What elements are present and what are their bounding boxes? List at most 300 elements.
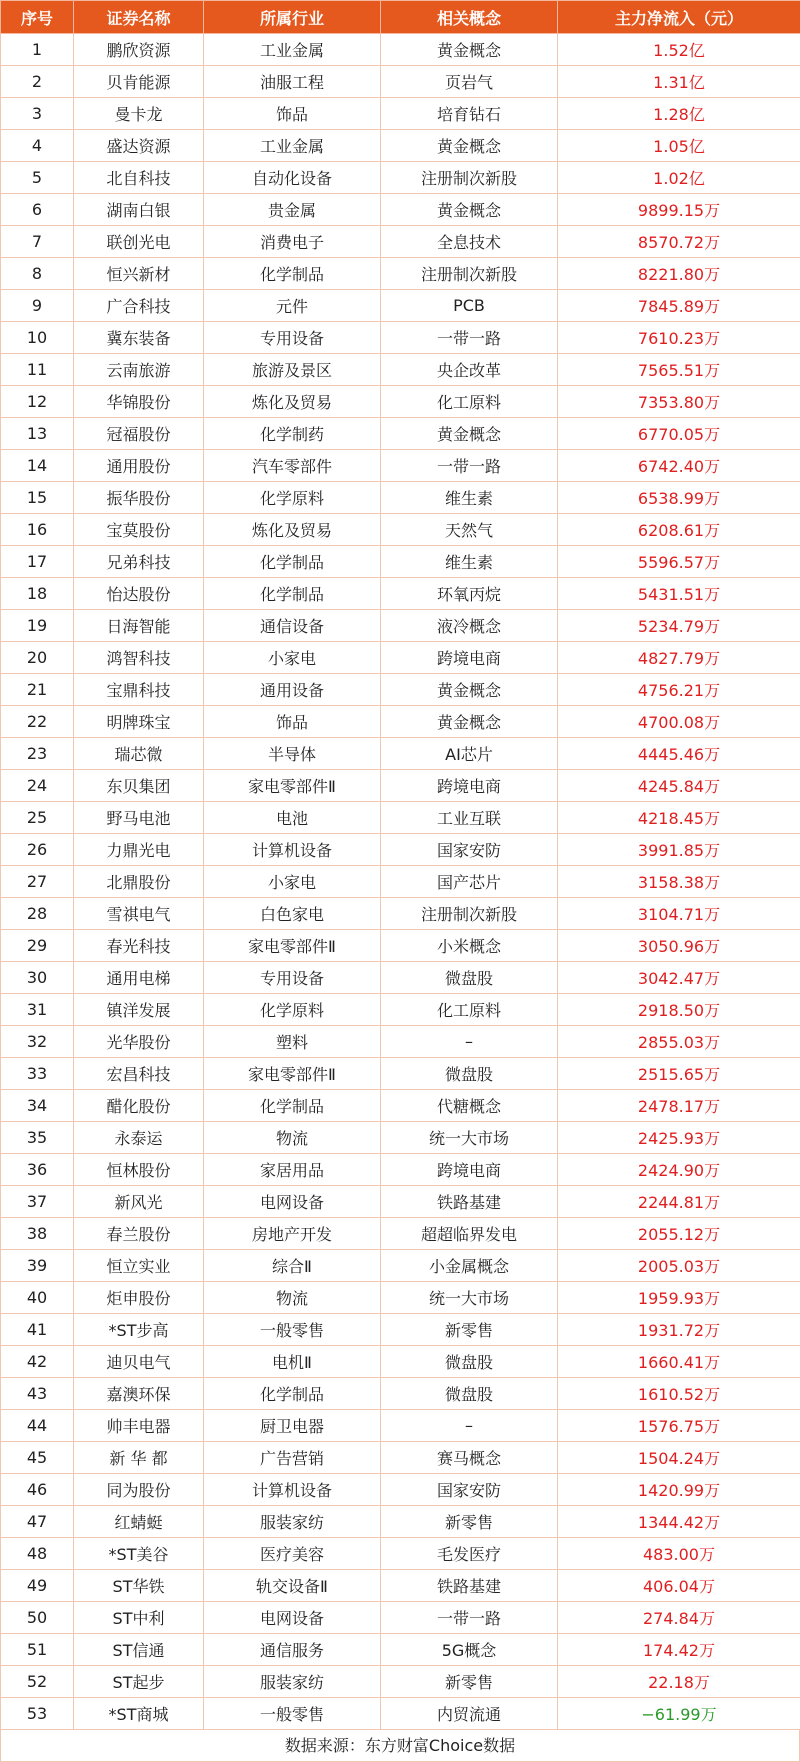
table-row bbox=[1, 1218, 800, 1250]
cell-concept: 小金属概念 bbox=[381, 1250, 558, 1282]
table-row bbox=[1, 258, 800, 290]
cell-industry: 油服工程 bbox=[204, 66, 381, 98]
cell-net-inflow: 3158.38万 bbox=[558, 866, 800, 898]
cell-rank: 44 bbox=[1, 1410, 74, 1442]
cell-industry: 化学制药 bbox=[204, 418, 381, 450]
cell-security-name: 日海智能 bbox=[74, 610, 204, 642]
table-row bbox=[1, 1602, 800, 1634]
table-row bbox=[1, 1378, 800, 1410]
table-row bbox=[1, 1026, 800, 1058]
cell-concept: 微盘股 bbox=[381, 1378, 558, 1410]
header-security-name: 证券名称 bbox=[74, 1, 204, 34]
cell-net-inflow: 1959.93万 bbox=[558, 1282, 800, 1314]
cell-security-name: 明牌珠宝 bbox=[74, 706, 204, 738]
cell-industry: 通信服务 bbox=[204, 1634, 381, 1666]
cell-rank: 27 bbox=[1, 866, 74, 898]
table-header bbox=[1, 1, 800, 34]
cell-concept: 新零售 bbox=[381, 1506, 558, 1538]
cell-security-name: 新风光 bbox=[74, 1186, 204, 1218]
cell-net-inflow: 2515.65万 bbox=[558, 1058, 800, 1090]
cell-industry: 家居用品 bbox=[204, 1154, 381, 1186]
cell-security-name: 光华股份 bbox=[74, 1026, 204, 1058]
cell-industry: 消费电子 bbox=[204, 226, 381, 258]
cell-concept: 微盘股 bbox=[381, 962, 558, 994]
cell-concept: 液冷概念 bbox=[381, 610, 558, 642]
cell-security-name: 通用股份 bbox=[74, 450, 204, 482]
cell-concept: 注册制次新股 bbox=[381, 258, 558, 290]
cell-concept: 黄金概念 bbox=[381, 130, 558, 162]
cell-security-name: 宝鼎科技 bbox=[74, 674, 204, 706]
cell-industry: 小家电 bbox=[204, 642, 381, 674]
table-row bbox=[1, 930, 800, 962]
cell-security-name: *ST美谷 bbox=[74, 1538, 204, 1570]
cell-industry: 贵金属 bbox=[204, 194, 381, 226]
cell-concept: 页岩气 bbox=[381, 66, 558, 98]
table-body bbox=[1, 34, 800, 1730]
header-concept: 相关概念 bbox=[381, 1, 558, 34]
cell-concept: 毛发医疗 bbox=[381, 1538, 558, 1570]
cell-concept: 新零售 bbox=[381, 1314, 558, 1346]
cell-security-name: 兄弟科技 bbox=[74, 546, 204, 578]
cell-net-inflow: 1610.52万 bbox=[558, 1378, 800, 1410]
cell-industry: 塑料 bbox=[204, 1026, 381, 1058]
cell-rank: 30 bbox=[1, 962, 74, 994]
cell-security-name: ST信通 bbox=[74, 1634, 204, 1666]
cell-rank: 39 bbox=[1, 1250, 74, 1282]
cell-industry: 工业金属 bbox=[204, 34, 381, 66]
cell-concept: 一带一路 bbox=[381, 1602, 558, 1634]
table-row bbox=[1, 994, 800, 1026]
table-row bbox=[1, 866, 800, 898]
cell-rank: 51 bbox=[1, 1634, 74, 1666]
cell-concept: 化工原料 bbox=[381, 994, 558, 1026]
cell-security-name: 帅丰电器 bbox=[74, 1410, 204, 1442]
cell-security-name: 怡达股份 bbox=[74, 578, 204, 610]
cell-net-inflow: 406.04万 bbox=[558, 1570, 800, 1602]
cell-rank: 19 bbox=[1, 610, 74, 642]
cell-security-name: 鸿智科技 bbox=[74, 642, 204, 674]
cell-industry: 化学原料 bbox=[204, 994, 381, 1026]
cell-security-name: 广合科技 bbox=[74, 290, 204, 322]
table-row bbox=[1, 226, 800, 258]
cell-rank: 14 bbox=[1, 450, 74, 482]
cell-industry: 通用设备 bbox=[204, 674, 381, 706]
cell-security-name: 宝莫股份 bbox=[74, 514, 204, 546]
cell-security-name: 炬申股份 bbox=[74, 1282, 204, 1314]
cell-concept: 统一大市场 bbox=[381, 1282, 558, 1314]
cell-net-inflow: 1.05亿 bbox=[558, 130, 800, 162]
cell-net-inflow: 22.18万 bbox=[558, 1666, 800, 1698]
cell-industry: 服装家纺 bbox=[204, 1506, 381, 1538]
cell-rank: 23 bbox=[1, 738, 74, 770]
table-row bbox=[1, 66, 800, 98]
table-row bbox=[1, 1186, 800, 1218]
cell-net-inflow: 2244.81万 bbox=[558, 1186, 800, 1218]
cell-industry: 化学制品 bbox=[204, 1090, 381, 1122]
table-row bbox=[1, 1538, 800, 1570]
cell-concept: 培育钻石 bbox=[381, 98, 558, 130]
cell-net-inflow: 483.00万 bbox=[558, 1538, 800, 1570]
cell-rank: 47 bbox=[1, 1506, 74, 1538]
cell-rank: 37 bbox=[1, 1186, 74, 1218]
cell-industry: 电池 bbox=[204, 802, 381, 834]
cell-net-inflow: 7845.89万 bbox=[558, 290, 800, 322]
cell-security-name: 北自科技 bbox=[74, 162, 204, 194]
cell-industry: 化学制品 bbox=[204, 258, 381, 290]
cell-net-inflow: 3050.96万 bbox=[558, 930, 800, 962]
table-row bbox=[1, 162, 800, 194]
table-row bbox=[1, 482, 800, 514]
cell-concept: – bbox=[381, 1410, 558, 1442]
cell-security-name: *ST步高 bbox=[74, 1314, 204, 1346]
cell-rank: 8 bbox=[1, 258, 74, 290]
cell-security-name: 恒立实业 bbox=[74, 1250, 204, 1282]
cell-industry: 物流 bbox=[204, 1122, 381, 1154]
cell-rank: 40 bbox=[1, 1282, 74, 1314]
cell-net-inflow: −61.99万 bbox=[558, 1698, 800, 1730]
cell-rank: 12 bbox=[1, 386, 74, 418]
cell-concept: 注册制次新股 bbox=[381, 898, 558, 930]
cell-security-name: 盛达资源 bbox=[74, 130, 204, 162]
cell-security-name: 曼卡龙 bbox=[74, 98, 204, 130]
cell-industry: 化学制品 bbox=[204, 546, 381, 578]
cell-rank: 22 bbox=[1, 706, 74, 738]
table-row bbox=[1, 1506, 800, 1538]
table-row bbox=[1, 322, 800, 354]
cell-rank: 31 bbox=[1, 994, 74, 1026]
table-row bbox=[1, 450, 800, 482]
table-row bbox=[1, 770, 800, 802]
cell-rank: 52 bbox=[1, 1666, 74, 1698]
cell-security-name: 冀东装备 bbox=[74, 322, 204, 354]
cell-industry: 一般零售 bbox=[204, 1314, 381, 1346]
cell-net-inflow: 4245.84万 bbox=[558, 770, 800, 802]
cell-rank: 36 bbox=[1, 1154, 74, 1186]
cell-net-inflow: 1.28亿 bbox=[558, 98, 800, 130]
cell-security-name: 通用电梯 bbox=[74, 962, 204, 994]
cell-security-name: 云南旅游 bbox=[74, 354, 204, 386]
cell-net-inflow: 8570.72万 bbox=[558, 226, 800, 258]
cell-rank: 1 bbox=[1, 34, 74, 66]
cell-rank: 46 bbox=[1, 1474, 74, 1506]
table-row bbox=[1, 546, 800, 578]
cell-industry: 家电零部件Ⅱ bbox=[204, 1058, 381, 1090]
cell-security-name: 春光科技 bbox=[74, 930, 204, 962]
cell-industry: 小家电 bbox=[204, 866, 381, 898]
table-row bbox=[1, 1090, 800, 1122]
cell-concept: 化工原料 bbox=[381, 386, 558, 418]
cell-security-name: 恒林股份 bbox=[74, 1154, 204, 1186]
cell-net-inflow: 1504.24万 bbox=[558, 1442, 800, 1474]
cell-rank: 9 bbox=[1, 290, 74, 322]
table-row bbox=[1, 610, 800, 642]
cell-security-name: 东贝集团 bbox=[74, 770, 204, 802]
cell-net-inflow: 2918.50万 bbox=[558, 994, 800, 1026]
table-row bbox=[1, 1058, 800, 1090]
table-row bbox=[1, 898, 800, 930]
cell-rank: 20 bbox=[1, 642, 74, 674]
cell-net-inflow: 1344.42万 bbox=[558, 1506, 800, 1538]
cell-concept: 黄金概念 bbox=[381, 706, 558, 738]
table-row bbox=[1, 706, 800, 738]
cell-net-inflow: 4218.45万 bbox=[558, 802, 800, 834]
cell-industry: 计算机设备 bbox=[204, 834, 381, 866]
cell-concept: AI芯片 bbox=[381, 738, 558, 770]
table-row bbox=[1, 1666, 800, 1698]
cell-rank: 25 bbox=[1, 802, 74, 834]
cell-concept: 天然气 bbox=[381, 514, 558, 546]
cell-rank: 21 bbox=[1, 674, 74, 706]
cell-rank: 35 bbox=[1, 1122, 74, 1154]
cell-security-name: 醋化股份 bbox=[74, 1090, 204, 1122]
table-row bbox=[1, 418, 800, 450]
table-row bbox=[1, 802, 800, 834]
cell-rank: 2 bbox=[1, 66, 74, 98]
cell-rank: 11 bbox=[1, 354, 74, 386]
cell-rank: 18 bbox=[1, 578, 74, 610]
cell-security-name: 振华股份 bbox=[74, 482, 204, 514]
cell-industry: 广告营销 bbox=[204, 1442, 381, 1474]
cell-net-inflow: 2424.90万 bbox=[558, 1154, 800, 1186]
cell-security-name: 永泰运 bbox=[74, 1122, 204, 1154]
cell-net-inflow: 3991.85万 bbox=[558, 834, 800, 866]
table-row bbox=[1, 1442, 800, 1474]
cell-net-inflow: 1660.41万 bbox=[558, 1346, 800, 1378]
cell-rank: 38 bbox=[1, 1218, 74, 1250]
cell-industry: 电机Ⅱ bbox=[204, 1346, 381, 1378]
cell-industry: 炼化及贸易 bbox=[204, 514, 381, 546]
table-row bbox=[1, 578, 800, 610]
cell-rank: 7 bbox=[1, 226, 74, 258]
cell-security-name: 同为股份 bbox=[74, 1474, 204, 1506]
table-row bbox=[1, 386, 800, 418]
cell-concept: 小米概念 bbox=[381, 930, 558, 962]
cell-net-inflow: 174.42万 bbox=[558, 1634, 800, 1666]
table-row bbox=[1, 1474, 800, 1506]
cell-security-name: ST华铁 bbox=[74, 1570, 204, 1602]
cell-rank: 34 bbox=[1, 1090, 74, 1122]
cell-industry: 炼化及贸易 bbox=[204, 386, 381, 418]
cell-net-inflow: 6208.61万 bbox=[558, 514, 800, 546]
cell-rank: 50 bbox=[1, 1602, 74, 1634]
cell-rank: 6 bbox=[1, 194, 74, 226]
cell-security-name: 贝肯能源 bbox=[74, 66, 204, 98]
cell-industry: 旅游及景区 bbox=[204, 354, 381, 386]
table-row bbox=[1, 514, 800, 546]
cell-concept: 代糖概念 bbox=[381, 1090, 558, 1122]
cell-net-inflow: 1.52亿 bbox=[558, 34, 800, 66]
cell-net-inflow: 3042.47万 bbox=[558, 962, 800, 994]
cell-industry: 专用设备 bbox=[204, 322, 381, 354]
cell-industry: 物流 bbox=[204, 1282, 381, 1314]
cell-concept: 5G概念 bbox=[381, 1634, 558, 1666]
cell-rank: 10 bbox=[1, 322, 74, 354]
cell-rank: 41 bbox=[1, 1314, 74, 1346]
cell-net-inflow: 4827.79万 bbox=[558, 642, 800, 674]
data-source-note: 数据来源：东方财富Choice数据 bbox=[0, 1730, 800, 1762]
table-row bbox=[1, 1346, 800, 1378]
cell-industry: 电网设备 bbox=[204, 1602, 381, 1634]
cell-concept: 黄金概念 bbox=[381, 674, 558, 706]
cell-industry: 饰品 bbox=[204, 706, 381, 738]
cell-industry: 一般零售 bbox=[204, 1698, 381, 1730]
cell-concept: 一带一路 bbox=[381, 450, 558, 482]
cell-net-inflow: 5234.79万 bbox=[558, 610, 800, 642]
header-rank: 序号 bbox=[1, 1, 74, 34]
cell-rank: 43 bbox=[1, 1378, 74, 1410]
cell-concept: 黄金概念 bbox=[381, 34, 558, 66]
cell-concept: PCB bbox=[381, 290, 558, 322]
cell-rank: 15 bbox=[1, 482, 74, 514]
cell-security-name: 湖南白银 bbox=[74, 194, 204, 226]
cell-concept: 赛马概念 bbox=[381, 1442, 558, 1474]
cell-concept: 新零售 bbox=[381, 1666, 558, 1698]
cell-industry: 白色家电 bbox=[204, 898, 381, 930]
cell-net-inflow: 3104.71万 bbox=[558, 898, 800, 930]
cell-industry: 房地产开发 bbox=[204, 1218, 381, 1250]
table-row bbox=[1, 834, 800, 866]
cell-concept: 跨境电商 bbox=[381, 770, 558, 802]
cell-rank: 4 bbox=[1, 130, 74, 162]
cell-concept: 跨境电商 bbox=[381, 1154, 558, 1186]
cell-rank: 5 bbox=[1, 162, 74, 194]
cell-net-inflow: 1576.75万 bbox=[558, 1410, 800, 1442]
header-row bbox=[1, 1, 800, 34]
table-row bbox=[1, 34, 800, 66]
cell-industry: 电网设备 bbox=[204, 1186, 381, 1218]
cell-concept: 维生素 bbox=[381, 482, 558, 514]
cell-security-name: 新 华 都 bbox=[74, 1442, 204, 1474]
cell-rank: 13 bbox=[1, 418, 74, 450]
cell-industry: 医疗美容 bbox=[204, 1538, 381, 1570]
cell-concept: 铁路基建 bbox=[381, 1186, 558, 1218]
cell-rank: 26 bbox=[1, 834, 74, 866]
cell-industry: 汽车零部件 bbox=[204, 450, 381, 482]
table-row bbox=[1, 1410, 800, 1442]
cell-net-inflow: 2005.03万 bbox=[558, 1250, 800, 1282]
cell-security-name: 鹏欣资源 bbox=[74, 34, 204, 66]
cell-net-inflow: 4756.21万 bbox=[558, 674, 800, 706]
cell-industry: 自动化设备 bbox=[204, 162, 381, 194]
cell-industry: 元件 bbox=[204, 290, 381, 322]
cell-net-inflow: 7353.80万 bbox=[558, 386, 800, 418]
cell-rank: 24 bbox=[1, 770, 74, 802]
cell-security-name: ST中利 bbox=[74, 1602, 204, 1634]
cell-security-name: 力鼎光电 bbox=[74, 834, 204, 866]
table-row bbox=[1, 194, 800, 226]
cell-industry: 化学制品 bbox=[204, 1378, 381, 1410]
cell-concept: 超超临界发电 bbox=[381, 1218, 558, 1250]
cell-concept: 跨境电商 bbox=[381, 642, 558, 674]
cell-concept: 一带一路 bbox=[381, 322, 558, 354]
cell-industry: 轨交设备Ⅱ bbox=[204, 1570, 381, 1602]
cell-security-name: ST起步 bbox=[74, 1666, 204, 1698]
table-row bbox=[1, 1314, 800, 1346]
cell-net-inflow: 2425.93万 bbox=[558, 1122, 800, 1154]
cell-rank: 33 bbox=[1, 1058, 74, 1090]
cell-security-name: 迪贝电气 bbox=[74, 1346, 204, 1378]
table-row bbox=[1, 354, 800, 386]
cell-security-name: *ST商城 bbox=[74, 1698, 204, 1730]
cell-net-inflow: 6742.40万 bbox=[558, 450, 800, 482]
table-row bbox=[1, 674, 800, 706]
table-row bbox=[1, 962, 800, 994]
cell-rank: 48 bbox=[1, 1538, 74, 1570]
cell-net-inflow: 1.31亿 bbox=[558, 66, 800, 98]
cell-security-name: 恒兴新材 bbox=[74, 258, 204, 290]
cell-concept: 国家安防 bbox=[381, 834, 558, 866]
cell-industry: 服装家纺 bbox=[204, 1666, 381, 1698]
cell-rank: 3 bbox=[1, 98, 74, 130]
cell-concept: 央企改革 bbox=[381, 354, 558, 386]
table-row bbox=[1, 1154, 800, 1186]
cell-industry: 工业金属 bbox=[204, 130, 381, 162]
cell-industry: 通信设备 bbox=[204, 610, 381, 642]
cell-net-inflow: 4700.08万 bbox=[558, 706, 800, 738]
cell-concept: 维生素 bbox=[381, 546, 558, 578]
cell-net-inflow: 1420.99万 bbox=[558, 1474, 800, 1506]
cell-net-inflow: 5431.51万 bbox=[558, 578, 800, 610]
table-row bbox=[1, 1282, 800, 1314]
cell-rank: 42 bbox=[1, 1346, 74, 1378]
cell-concept: 环氧丙烷 bbox=[381, 578, 558, 610]
cell-industry: 饰品 bbox=[204, 98, 381, 130]
cell-security-name: 春兰股份 bbox=[74, 1218, 204, 1250]
cell-industry: 家电零部件Ⅱ bbox=[204, 770, 381, 802]
cell-industry: 化学制品 bbox=[204, 578, 381, 610]
cell-net-inflow: 2055.12万 bbox=[558, 1218, 800, 1250]
cell-security-name: 北鼎股份 bbox=[74, 866, 204, 898]
cell-concept: 国家安防 bbox=[381, 1474, 558, 1506]
cell-net-inflow: 1.02亿 bbox=[558, 162, 800, 194]
header-industry: 所属行业 bbox=[204, 1, 381, 34]
cell-concept: 注册制次新股 bbox=[381, 162, 558, 194]
cell-net-inflow: 6770.05万 bbox=[558, 418, 800, 450]
cell-net-inflow: 1931.72万 bbox=[558, 1314, 800, 1346]
cell-concept: 内贸流通 bbox=[381, 1698, 558, 1730]
cell-rank: 29 bbox=[1, 930, 74, 962]
cell-industry: 化学原料 bbox=[204, 482, 381, 514]
cell-net-inflow: 7610.23万 bbox=[558, 322, 800, 354]
cell-security-name: 宏昌科技 bbox=[74, 1058, 204, 1090]
cell-security-name: 红蜻蜓 bbox=[74, 1506, 204, 1538]
cell-concept: 铁路基建 bbox=[381, 1570, 558, 1602]
table-row bbox=[1, 98, 800, 130]
cell-rank: 28 bbox=[1, 898, 74, 930]
cell-security-name: 冠福股份 bbox=[74, 418, 204, 450]
table-row bbox=[1, 738, 800, 770]
cell-industry: 专用设备 bbox=[204, 962, 381, 994]
cell-concept: 微盘股 bbox=[381, 1346, 558, 1378]
cell-industry: 计算机设备 bbox=[204, 1474, 381, 1506]
table-row bbox=[1, 1698, 800, 1730]
cell-industry: 厨卫电器 bbox=[204, 1410, 381, 1442]
cell-security-name: 华锦股份 bbox=[74, 386, 204, 418]
cell-rank: 45 bbox=[1, 1442, 74, 1474]
table-row bbox=[1, 1122, 800, 1154]
cell-concept: 全息技术 bbox=[381, 226, 558, 258]
cell-concept: 统一大市场 bbox=[381, 1122, 558, 1154]
cell-security-name: 嘉澳环保 bbox=[74, 1378, 204, 1410]
cell-net-inflow: 7565.51万 bbox=[558, 354, 800, 386]
cell-rank: 49 bbox=[1, 1570, 74, 1602]
table-row bbox=[1, 1570, 800, 1602]
cell-industry: 半导体 bbox=[204, 738, 381, 770]
cell-net-inflow: 9899.15万 bbox=[558, 194, 800, 226]
header-net-inflow: 主力净流入（元） bbox=[558, 1, 800, 34]
cell-industry: 家电零部件Ⅱ bbox=[204, 930, 381, 962]
table-row bbox=[1, 1634, 800, 1666]
